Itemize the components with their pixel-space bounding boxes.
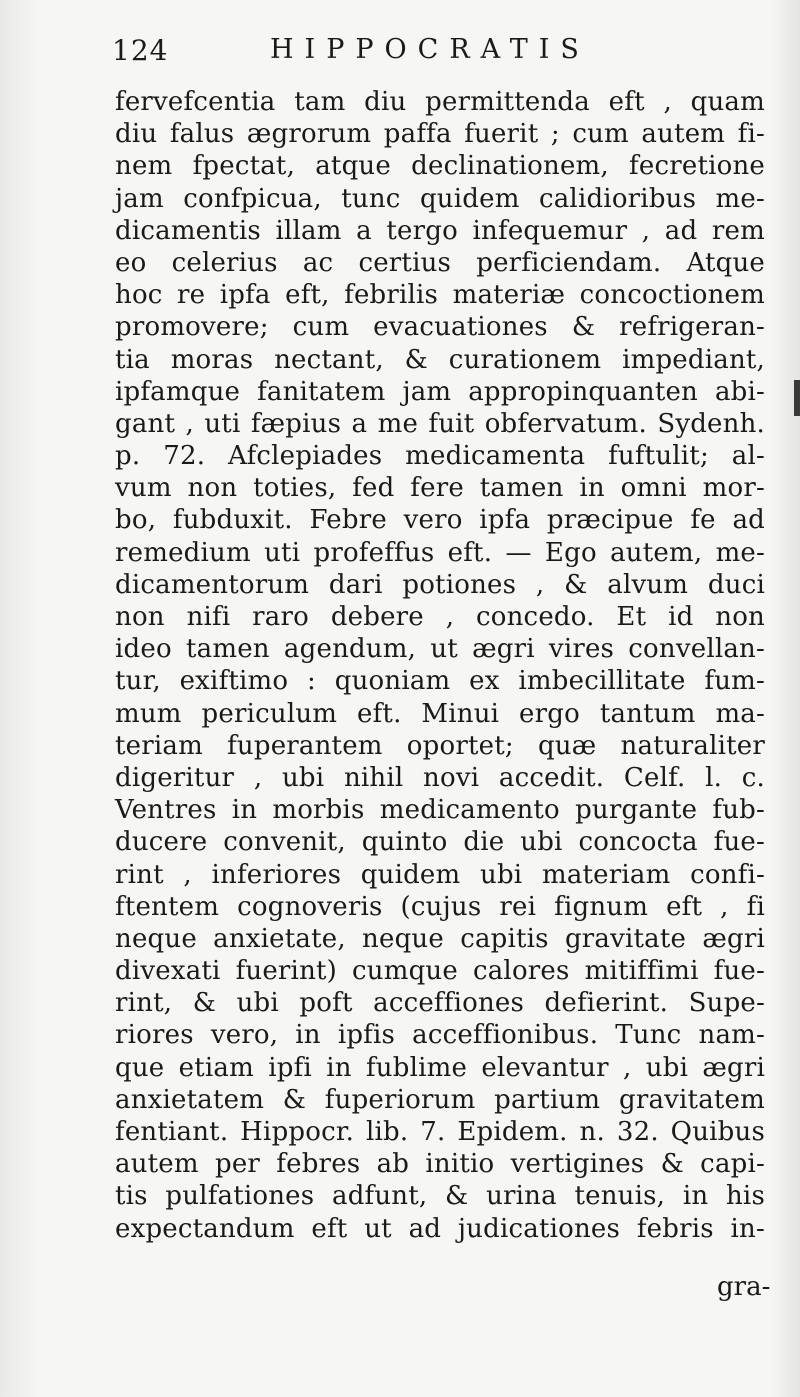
text-line: rint, & ubi poft acceffiones defierint. Supe- — [115, 988, 765, 1019]
text-line: ipfamque fanitatem jam appropinquanten abi- — [115, 376, 765, 407]
text-line: expectandum eft ut ad judicationes febris in- — [115, 1213, 765, 1244]
text-line: neque anxietate, neque capitis gravitate ægri — [115, 923, 765, 954]
page-header — [112, 34, 632, 74]
text-line: bo, fubduxit. Febre vero ipfa præcipue fe ad — [115, 505, 765, 536]
page-number: 124 — [112, 34, 169, 67]
text-line: autem per febres ab initio vertigines & capi- — [115, 1149, 765, 1180]
text-line: rint , inferiores quidem ubi materiam confi- — [115, 859, 765, 890]
text-line: fervefcentia tam diu permittenda eft , quam — [115, 87, 765, 117]
page-edge-mark — [794, 380, 800, 416]
text-line: ducere convenit, quinto die ubi concocta fue- — [115, 827, 765, 858]
text-line: ideo tamen agendum, ut ægri vires convellan- — [115, 634, 765, 665]
text-line: hoc re ipfa eft, febrilis materiæ concoctionem — [115, 280, 765, 311]
text-line: vum non toties, fed fere tamen in omni mor- — [115, 473, 765, 504]
text-line: ftentem cognoveris (cujus rei fignum eft , fi — [115, 891, 765, 922]
text-line: p. 72. Afclepiades medicamenta fuftulit; al- — [115, 441, 765, 472]
text-line: gant , uti fæpius a me fuit obfervatum. Sydenh. — [115, 408, 765, 439]
text-line: fentiant. Hippocr. lib. 7. Epidem. n. 32. Quibus — [115, 1117, 765, 1147]
text-line: anxietatem & fuperiorum partium gravitatem — [115, 1084, 765, 1115]
text-line: dicamentorum dari potiones , & alvum duci — [115, 569, 765, 600]
text-line: tis pulfationes adfunt, & urina tenuis, in his — [115, 1181, 765, 1212]
text-line: teriam fuperantem oportet; quæ naturaliter — [115, 730, 765, 761]
text-line: mum periculum eft. Minui ergo tantum ma- — [115, 698, 765, 729]
body-text — [115, 86, 765, 1245]
text-line: tia moras nectant, & curationem impediant, — [115, 344, 765, 375]
text-line: divexati fuerint) cumque calores mitiffimi fue- — [115, 956, 765, 987]
text-line: jam confpicua, tunc quidem calidioribus me- — [115, 183, 765, 214]
catchword: gra- — [717, 1272, 771, 1302]
text-line: dicamentis illam a tergo infequemur , ad rem — [115, 215, 765, 246]
text-line: remedium uti profeffus eft. — Ego autem, me- — [115, 537, 765, 568]
text-line: diu falus ægrorum paffa fuerit ; cum autem fi- — [115, 119, 765, 150]
text-line: nem fpectat, atque declinationem, fecretione — [115, 151, 765, 182]
text-line: Ventres in morbis medicamento purgante fub- — [115, 795, 765, 826]
text-line: non nifi raro debere , concedo. Et id non — [115, 602, 765, 632]
running-head: HIPPOCRATIS — [270, 34, 590, 65]
text-line: digeritur , ubi nihil novi accedit. Celf. l. c. — [115, 762, 765, 793]
text-line: promovere; cum evacuationes & refrigeran- — [115, 312, 765, 343]
text-line: que etiam ipfi in fublime elevantur , ubi ægri — [115, 1052, 765, 1083]
text-line: riores vero, in ipfis acceffionibus. Tunc nam- — [115, 1020, 765, 1051]
text-line: tur, exiftimo : quoniam ex imbecillitate fum- — [115, 666, 765, 697]
text-line: eo celerius ac certius perficiendam. Atque — [115, 247, 765, 278]
